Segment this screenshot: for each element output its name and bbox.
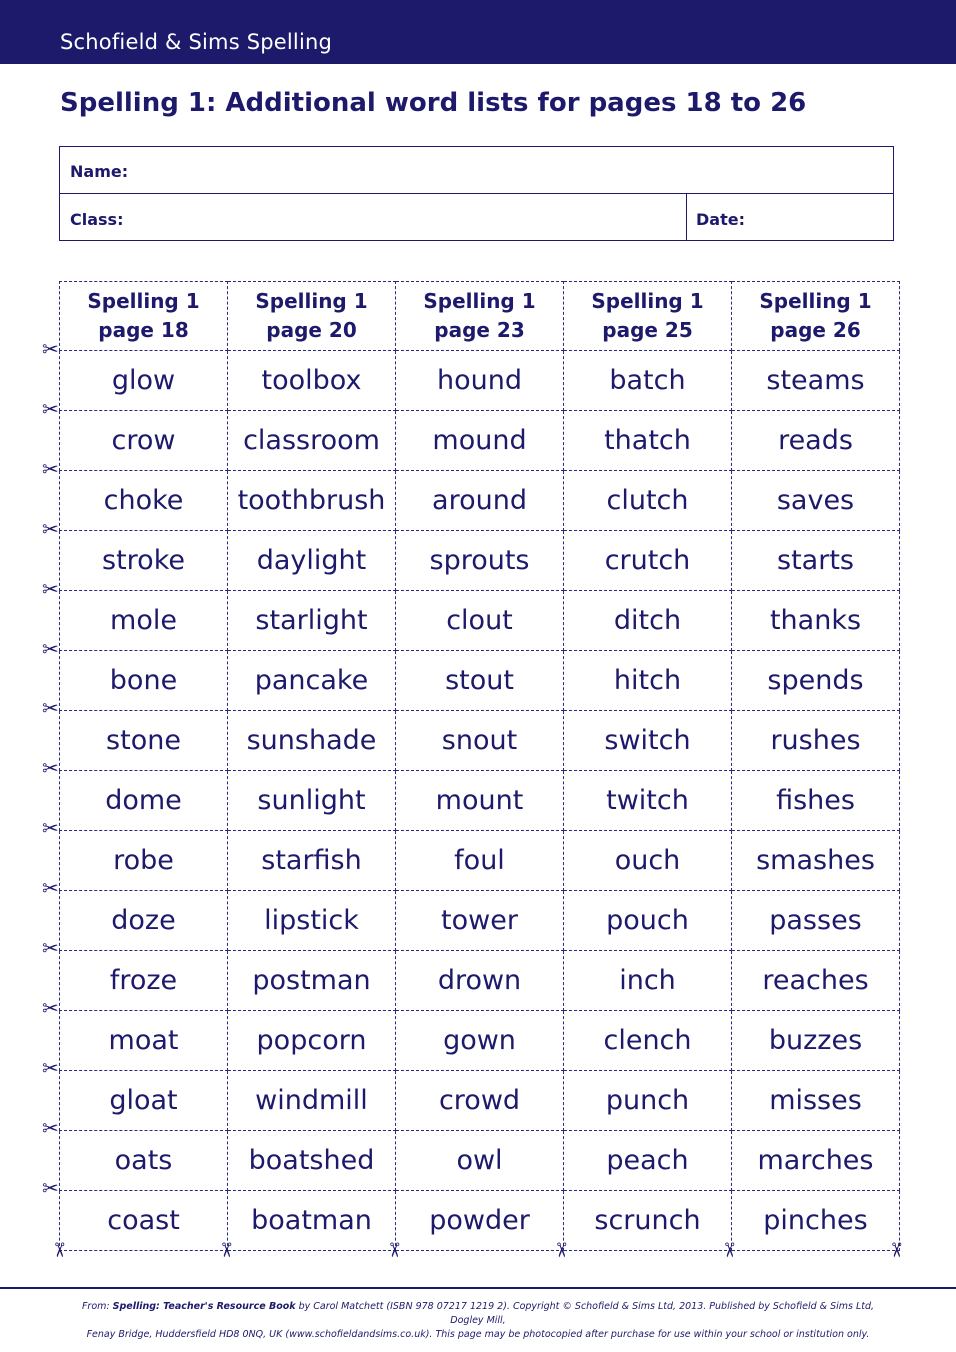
table-row bbox=[60, 1011, 900, 1071]
table-row bbox=[60, 1071, 900, 1131]
word-cell: stout bbox=[396, 651, 564, 711]
word-cell: ouch bbox=[564, 831, 732, 891]
table-row bbox=[60, 531, 900, 591]
word-cell: buzzes bbox=[732, 1011, 900, 1071]
word-cell: rushes bbox=[732, 711, 900, 771]
word-cell: reaches bbox=[732, 951, 900, 1011]
table-row bbox=[60, 1131, 900, 1191]
column-header-line1: Spelling 1 bbox=[591, 289, 704, 313]
word-cell: spends bbox=[732, 651, 900, 711]
word-cell: marches bbox=[732, 1131, 900, 1191]
column-header-line1: Spelling 1 bbox=[759, 289, 872, 313]
word-cell: snout bbox=[396, 711, 564, 771]
scissors-icon: ✂ bbox=[42, 756, 59, 781]
word-cell: steams bbox=[732, 351, 900, 411]
column-header bbox=[732, 282, 900, 351]
word-cell: starlight bbox=[228, 591, 396, 651]
word-cell: drown bbox=[396, 951, 564, 1011]
word-cell: punch bbox=[564, 1071, 732, 1131]
word-cell: starts bbox=[732, 531, 900, 591]
name-row bbox=[60, 147, 893, 194]
footer-source-prefix: From: bbox=[81, 1301, 113, 1312]
scissors-icon: ✂ bbox=[42, 816, 59, 841]
word-cell: mount bbox=[396, 771, 564, 831]
scissors-icon: ✂ bbox=[42, 337, 59, 361]
word-cell: classroom bbox=[228, 411, 396, 471]
table-row bbox=[60, 351, 900, 411]
word-cell: crowd bbox=[396, 1071, 564, 1131]
word-cell: boatshed bbox=[228, 1131, 396, 1191]
table-row bbox=[60, 471, 900, 531]
table-row bbox=[60, 891, 900, 951]
scissors-icon: ✂ bbox=[42, 876, 59, 901]
word-cell: robe bbox=[60, 831, 228, 891]
scissors-icon: ✂ bbox=[549, 1241, 574, 1259]
scissors-icon: ✂ bbox=[42, 696, 59, 721]
word-cell: bone bbox=[60, 651, 228, 711]
word-cell: switch bbox=[564, 711, 732, 771]
word-cell: saves bbox=[732, 471, 900, 531]
scissors-icon: ✂ bbox=[42, 456, 59, 481]
scissors-icon: ✂ bbox=[42, 1115, 59, 1140]
date-label: Date: bbox=[696, 210, 745, 229]
word-cell: sunshade bbox=[228, 711, 396, 771]
word-cell: batch bbox=[564, 351, 732, 411]
word-cell: twitch bbox=[564, 771, 732, 831]
scissors-icon: ✂ bbox=[42, 636, 59, 661]
word-cell: dome bbox=[60, 771, 228, 831]
word-cell: around bbox=[396, 471, 564, 531]
name-label: Name: bbox=[70, 162, 129, 181]
word-cell: froze bbox=[60, 951, 228, 1011]
column-header bbox=[396, 282, 564, 351]
column-header-line1: Spelling 1 bbox=[423, 289, 536, 313]
word-cell: pouch bbox=[564, 891, 732, 951]
column-header-line2: page 20 bbox=[266, 318, 357, 342]
table-row bbox=[60, 1191, 900, 1251]
table-row bbox=[60, 711, 900, 771]
scissors-icon: ✂ bbox=[42, 936, 59, 960]
scissors-icon: ✂ bbox=[716, 1241, 741, 1259]
scissors-icon: ✂ bbox=[47, 1241, 72, 1259]
table-row bbox=[60, 771, 900, 831]
word-cell: daylight bbox=[228, 531, 396, 591]
scissors-icon: ✂ bbox=[42, 1055, 59, 1080]
column-header bbox=[564, 282, 732, 351]
student-info-box bbox=[59, 146, 894, 241]
word-cell: clench bbox=[564, 1011, 732, 1071]
column-header-line2: page 18 bbox=[98, 318, 189, 342]
column-header bbox=[228, 282, 396, 351]
word-cell: popcorn bbox=[228, 1011, 396, 1071]
header-row bbox=[60, 282, 900, 351]
word-cell: hound bbox=[396, 351, 564, 411]
word-cell: reads bbox=[732, 411, 900, 471]
column-header-line2: page 23 bbox=[434, 318, 525, 342]
scissors-icon: ✂ bbox=[42, 516, 59, 541]
word-cell: glow bbox=[60, 351, 228, 411]
word-cell: thatch bbox=[564, 411, 732, 471]
word-cell: owl bbox=[396, 1131, 564, 1191]
column-header bbox=[60, 282, 228, 351]
word-list-grid bbox=[59, 281, 896, 1248]
word-cell: hitch bbox=[564, 651, 732, 711]
table-row bbox=[60, 651, 900, 711]
scissors-icon: ✂ bbox=[42, 995, 59, 1020]
word-cell: powder bbox=[396, 1191, 564, 1251]
table-row bbox=[60, 591, 900, 651]
word-cell: choke bbox=[60, 471, 228, 531]
word-cell: ditch bbox=[564, 591, 732, 651]
brand-name: Schofield & Sims Spelling bbox=[60, 30, 333, 54]
word-cell: moat bbox=[60, 1011, 228, 1071]
scissors-icon: ✂ bbox=[214, 1241, 239, 1259]
word-cell: sunlight bbox=[228, 771, 396, 831]
word-cell: starfish bbox=[228, 831, 396, 891]
word-cell: lipstick bbox=[228, 891, 396, 951]
column-header-line2: page 26 bbox=[770, 318, 861, 342]
table-row bbox=[60, 411, 900, 471]
word-cell: toothbrush bbox=[228, 471, 396, 531]
word-cell: pancake bbox=[228, 651, 396, 711]
table-row bbox=[60, 951, 900, 1011]
word-cell: clout bbox=[396, 591, 564, 651]
word-cell: windmill bbox=[228, 1071, 396, 1131]
word-cell: mound bbox=[396, 411, 564, 471]
word-cell: boatman bbox=[228, 1191, 396, 1251]
word-cell: stone bbox=[60, 711, 228, 771]
footer-book-title: Spelling: Teacher's Resource Book bbox=[112, 1301, 296, 1312]
word-cell: coast bbox=[60, 1191, 228, 1251]
column-header-line1: Spelling 1 bbox=[87, 289, 200, 313]
word-cell: passes bbox=[732, 891, 900, 951]
word-cell: gown bbox=[396, 1011, 564, 1071]
word-cell: peach bbox=[564, 1131, 732, 1191]
class-label: Class: bbox=[70, 210, 124, 229]
word-cell: foul bbox=[396, 831, 564, 891]
scissors-icon: ✂ bbox=[382, 1241, 407, 1259]
footer-credit bbox=[80, 1300, 876, 1342]
word-cell: oats bbox=[60, 1131, 228, 1191]
column-header-line2: page 25 bbox=[602, 318, 693, 342]
word-cell: thanks bbox=[732, 591, 900, 651]
scissors-icon: ✂ bbox=[884, 1241, 909, 1259]
word-cell: scrunch bbox=[564, 1191, 732, 1251]
word-cell: smashes bbox=[732, 831, 900, 891]
word-cell: fishes bbox=[732, 771, 900, 831]
footer-line2: Fenay Bridge, Huddersfield HD8 0NQ, UK (www.schofieldandsims.co.uk). This page may be photocopied after purchase for use within your school or institution only. bbox=[86, 1329, 870, 1340]
word-cell: postman bbox=[228, 951, 396, 1011]
column-header-line1: Spelling 1 bbox=[255, 289, 368, 313]
word-cell: crutch bbox=[564, 531, 732, 591]
word-cell: crow bbox=[60, 411, 228, 471]
word-cell: mole bbox=[60, 591, 228, 651]
word-cell: sprouts bbox=[396, 531, 564, 591]
word-cell: toolbox bbox=[228, 351, 396, 411]
page-title: Spelling 1: Additional word lists for pages 18 to 26 bbox=[60, 88, 807, 118]
word-cell: stroke bbox=[60, 531, 228, 591]
word-cell: gloat bbox=[60, 1071, 228, 1131]
scissors-icon: ✂ bbox=[42, 576, 59, 601]
footer-line1: by Carol Matchett (ISBN 978 07217 1219 2). Copyright © Schofield & Sims Ltd, 2013. Published by Schofield & Sims Ltd, Dogley Mill, bbox=[295, 1301, 875, 1326]
footer-rule bbox=[0, 1287, 956, 1289]
word-cell: misses bbox=[732, 1071, 900, 1131]
word-cell: inch bbox=[564, 951, 732, 1011]
word-cell: tower bbox=[396, 891, 564, 951]
word-table bbox=[59, 281, 900, 1251]
scissors-icon: ✂ bbox=[42, 396, 59, 421]
class-date-divider bbox=[686, 194, 687, 240]
scissors-icon: ✂ bbox=[42, 1175, 59, 1200]
top-banner bbox=[0, 0, 956, 64]
word-cell: pinches bbox=[732, 1191, 900, 1251]
word-cell: clutch bbox=[564, 471, 732, 531]
word-cell: doze bbox=[60, 891, 228, 951]
table-row bbox=[60, 831, 900, 891]
